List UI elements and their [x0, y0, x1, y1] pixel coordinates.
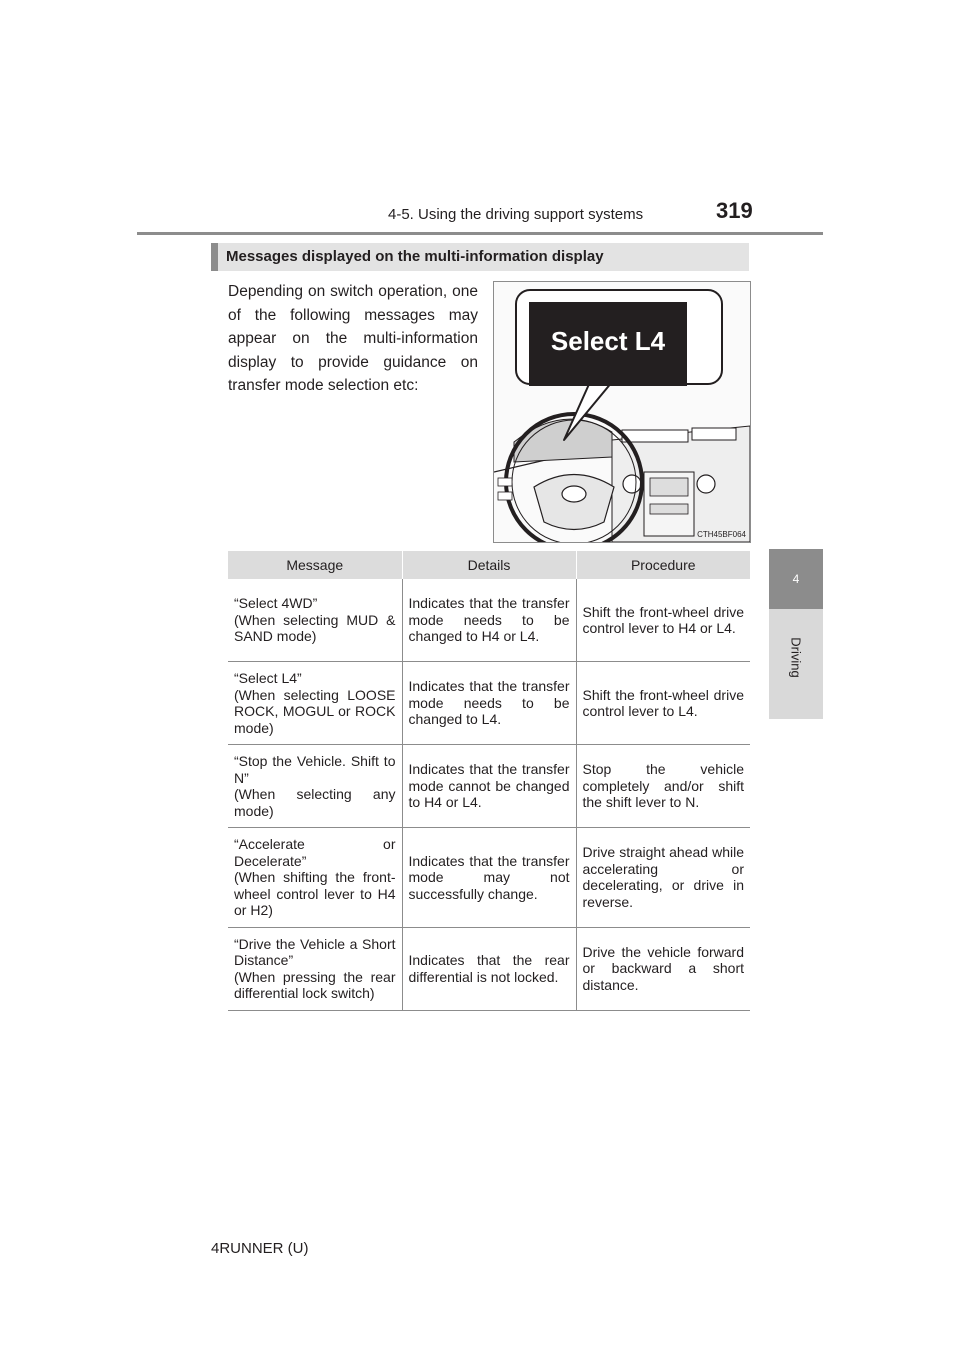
- message-cell: [228, 828, 402, 928]
- column-header-procedure: Procedure: [576, 551, 750, 579]
- chapter-tab-number[interactable]: 4: [769, 549, 823, 609]
- message-condition: (When selecting MUD & SAND mode): [234, 611, 396, 645]
- message-condition: (When pressing the rear differential lock switch): [234, 968, 396, 1001]
- footer-model: 4RUNNER (U): [211, 1240, 309, 1257]
- column-header-details: Details: [402, 551, 576, 579]
- section-heading: [211, 243, 749, 271]
- section-heading-title: Messages displayed on the multi-information display: [226, 248, 604, 265]
- chapter-tab-label: Driving: [788, 637, 804, 678]
- message-text: “Select L4”: [234, 670, 302, 686]
- message-cell: [228, 579, 402, 662]
- table-row: [228, 579, 750, 662]
- dashboard-illustration: [493, 281, 751, 543]
- intro-paragraph: Depending on switch operation, one of the following messages may appear on the multi-information display to provide guidance on transfer mode selection etc:: [228, 283, 478, 394]
- message-text: “Drive the Vehicle a Short Distance”: [234, 935, 396, 968]
- running-header-section-title: 4-5. Using the driving support systems: [388, 206, 644, 223]
- page-number: 319: [716, 198, 753, 223]
- message-condition: (When shifting the front-wheel control lever to H4 or H2): [234, 869, 396, 918]
- message-condition: (When selecting LOOSE ROCK, MOGUL or ROCK mode): [234, 686, 396, 736]
- details-cell: Indicates that the transfer mode may not successfully change.: [402, 828, 576, 928]
- procedure-cell: Drive the vehicle forward or backward a short distance.: [576, 927, 750, 1010]
- message-text: “Accelerate or Decelerate”: [234, 836, 396, 869]
- table-row: [228, 662, 750, 745]
- message-text: “Select 4WD”: [234, 595, 318, 612]
- dashboard-drawing: [494, 282, 750, 542]
- figure-code: CTH45BF064: [697, 530, 746, 539]
- details-cell: Indicates that the rear differential is not locked.: [402, 927, 576, 1010]
- table-row: [228, 927, 750, 1010]
- table-row: [228, 828, 750, 928]
- message-cell: [228, 662, 402, 745]
- header-rule: [137, 232, 823, 235]
- column-header-message: Message: [228, 551, 402, 579]
- procedure-cell: Drive straight ahead while accelerating or decelerating, or drive in reverse.: [576, 828, 750, 928]
- details-cell: Indicates that the transfer mode needs to be changed to H4 or L4.: [402, 579, 576, 662]
- procedure-cell: Shift the front-wheel drive control lever to H4 or L4.: [576, 579, 750, 662]
- section-heading-bar: [211, 243, 218, 271]
- message-cell: [228, 745, 402, 828]
- procedure-cell: Stop the vehicle completely and/or shift the shift lever to N.: [576, 745, 750, 828]
- table-header-row: [228, 551, 750, 579]
- table-row: [228, 745, 750, 828]
- messages-table: [228, 551, 750, 1011]
- message-cell: [228, 927, 402, 1010]
- message-text: “Stop the Vehicle. Shift to N”: [234, 753, 396, 786]
- details-cell: Indicates that the transfer mode needs to be changed to L4.: [402, 662, 576, 745]
- details-cell: Indicates that the transfer mode cannot be changed to H4 or L4.: [402, 745, 576, 828]
- display-message-text: Select L4: [550, 326, 666, 356]
- procedure-cell: Shift the front-wheel drive control lever to L4.: [576, 662, 750, 745]
- message-condition: (When selecting any mode): [234, 786, 396, 819]
